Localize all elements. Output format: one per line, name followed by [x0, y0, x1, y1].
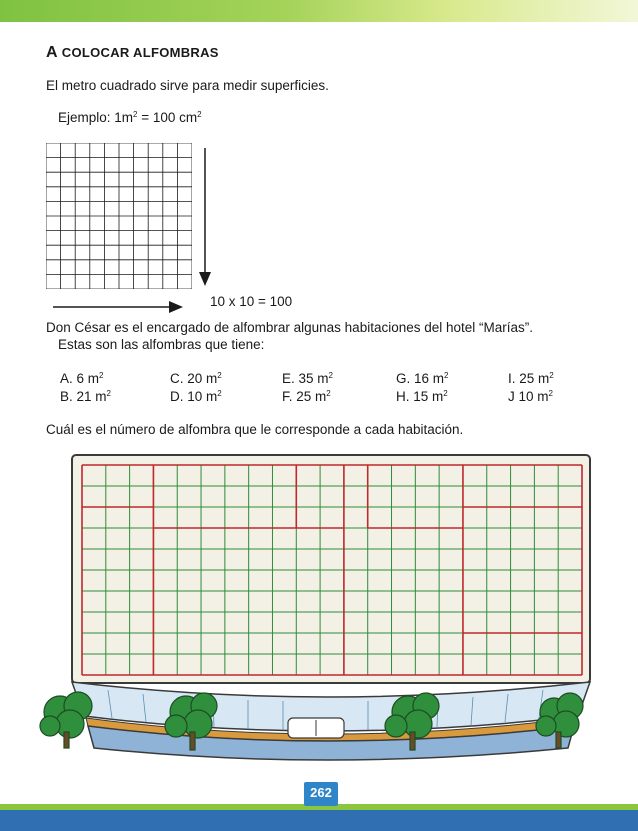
question-text: Cuál es el número de alfombra que le corresponde a cada habitación. [46, 422, 464, 437]
example-text: Ejemplo: $1m^2 = 100$ $cm^2$ [58, 110, 202, 125]
carpet-option-g: G. 16 $m^2$ [396, 371, 449, 386]
carpet-option-i: I. 25 $m^2$ [508, 371, 554, 386]
square-meter-grid [46, 143, 192, 289]
grid-caption: 10 x 10 = 100 [210, 294, 293, 309]
vertical-arrow-icon [198, 148, 212, 288]
footer-bar [0, 810, 638, 831]
section-title: A COLOCAR ALFOMBRAS [46, 44, 219, 61]
carpet-option-e: E. 35 $m^2$ [282, 371, 333, 386]
problem-text-line1: Don César es el encargado de alfombrar algunas habitaciones del hotel “Marías”. [46, 320, 534, 335]
intro-text: El metro cuadrado sirve para medir superficies. [46, 78, 329, 93]
horizontal-arrow-icon [53, 300, 185, 314]
hotel-facade [72, 455, 590, 683]
carpet-option-f: F. 25 $m^2$ [282, 389, 331, 404]
carpet-option-h: H. 15 $m^2$ [396, 389, 448, 404]
carpet-option-j: J 10 $m^2$ [508, 389, 553, 404]
tree-icon [40, 692, 92, 748]
carpet-option-b: B. 21 $m^2$ [60, 389, 111, 404]
carpet-option-a: A. 6 $m^2$ [60, 371, 104, 386]
carpet-option-c: C. 20 $m^2$ [170, 371, 222, 386]
top-banner [0, 0, 638, 22]
hotel-illustration [38, 450, 612, 770]
carpet-option-d: D. 10 $m^2$ [170, 389, 222, 404]
problem-text-line2: Estas son las alfombras que tiene: [58, 337, 265, 352]
page-number: 262 [304, 782, 338, 806]
